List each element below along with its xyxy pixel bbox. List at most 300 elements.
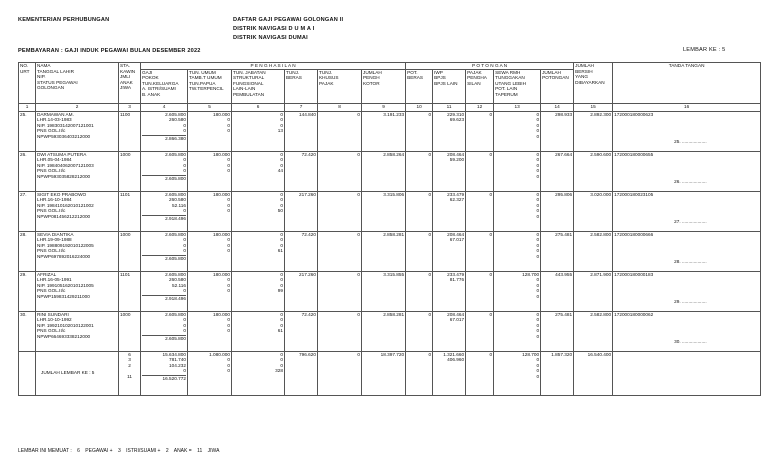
col-tun-jabatan-label: PEMBULATAN xyxy=(233,91,265,97)
total-tun-umum-value: 1.080.000 xyxy=(209,351,230,357)
signature-line: 30. ................... xyxy=(674,339,707,345)
row-nama xyxy=(36,231,119,271)
row-gaji xyxy=(141,311,188,351)
row-nama xyxy=(36,191,119,231)
tun-umum-value: 0 xyxy=(227,157,230,163)
sewa-value: 0 xyxy=(536,237,540,243)
total-jumlah-potongan: 1.857.320 xyxy=(541,351,574,395)
tun-jabatan-value: 0 xyxy=(280,202,283,208)
gaji-value: 0 xyxy=(183,162,186,168)
row-pajak: 0 xyxy=(466,151,494,191)
sewa-value: 0 xyxy=(536,191,540,197)
col-tun-beras-label: BERAS xyxy=(286,75,302,81)
row-jumlah-potongan: 443.955 xyxy=(541,271,574,311)
row-pajak: 0 xyxy=(466,111,494,151)
iwp-value: 67.017 xyxy=(449,237,465,243)
row-khusus: 0 xyxy=(318,111,362,151)
sewa-value: 0 xyxy=(536,151,540,157)
col-sta-label: KAWIN xyxy=(120,68,136,74)
row-iwp xyxy=(433,191,466,231)
total-sta-value: 2 xyxy=(128,362,131,368)
sewa-value: 0 xyxy=(536,208,540,214)
row-tun-jabatan xyxy=(232,311,285,351)
row-khusus: 0 xyxy=(318,191,362,231)
col-jumlah-bersih xyxy=(574,63,613,104)
sewa-value: 0 xyxy=(536,157,540,163)
gaji-value: 0 xyxy=(183,168,186,174)
tun-umum-value: 180.000 xyxy=(213,191,230,197)
employee-detail: NPWP593035828212000 xyxy=(37,173,91,179)
total-sewa-value: 0 xyxy=(536,357,540,363)
col-gaji-label: A. ISTRI/SUAMI xyxy=(142,86,176,92)
row-kotor: 2.858.281 xyxy=(362,231,406,271)
row-bersih: 2.871.900 xyxy=(574,271,613,311)
row-nama xyxy=(36,311,119,351)
row-iwp xyxy=(433,111,466,151)
row-pajak: 0 xyxy=(466,311,494,351)
tun-umum-value: 0 xyxy=(227,202,230,208)
gaji-value: 0 xyxy=(183,157,186,163)
sewa-value: 0 xyxy=(536,173,540,179)
col-tun-beras xyxy=(285,69,318,103)
row-pajak: 0 xyxy=(466,231,494,271)
col-nama-label: GOLONGAN xyxy=(37,85,65,91)
row-gaji xyxy=(141,111,188,151)
row-tun-jabatan xyxy=(232,111,285,151)
sewa-value: 0 xyxy=(536,128,540,134)
employee-detail: DARMAWAN AM. xyxy=(37,111,74,117)
row-khusus: 0 xyxy=(318,311,362,351)
total-khusus: 0 xyxy=(318,351,362,395)
row-tun-umum xyxy=(188,151,232,191)
row-beras: 217.260 xyxy=(285,191,318,231)
column-number: 16 xyxy=(613,103,761,111)
row-gaji xyxy=(141,151,188,191)
employee-detail: LHR.10-10-1992 xyxy=(37,317,72,323)
row-kotor: 2.858.264 xyxy=(362,151,406,191)
row-bersih: 3.020.000 xyxy=(574,191,613,231)
col-sewa xyxy=(494,69,541,103)
tun-umum-value: 0 xyxy=(227,128,230,134)
col-nama xyxy=(36,63,119,104)
tun-jabatan-value: 0 xyxy=(280,242,283,248)
gaji-total: 2.605.800 xyxy=(142,335,186,342)
col-sewa-label: TAPERUM xyxy=(495,91,518,97)
row-bersih: 2.590.600 xyxy=(574,151,613,191)
tun-umum-value: 0 xyxy=(227,288,230,294)
row-khusus: 0 xyxy=(318,151,362,191)
tun-umum-value: 0 xyxy=(227,237,230,243)
gaji-value: 260.580 xyxy=(169,277,186,283)
col-gaji xyxy=(141,69,188,103)
row-tanda-tangan xyxy=(613,111,761,151)
row-sewa xyxy=(494,111,541,151)
row-bersih: 2.892.300 xyxy=(574,111,613,151)
sewa-value: 128.700 xyxy=(522,271,540,277)
employee-detail: PNS GOL.II/c xyxy=(37,128,66,134)
tun-umum-value: 0 xyxy=(227,197,230,203)
employee-detail: NPWP081456212212000 xyxy=(37,213,91,219)
iwp-value: 229.310 xyxy=(447,111,465,117)
sewa-value: 0 xyxy=(536,133,540,139)
col-tun-umum xyxy=(188,69,232,103)
employee-detail: DWI ATSUMA PUTERA xyxy=(37,151,87,157)
row-iwp xyxy=(433,271,466,311)
sewa-value: 0 xyxy=(536,253,540,259)
gaji-total: 2.605.800 xyxy=(142,175,186,182)
col-kotor-label: PENGH xyxy=(363,75,380,81)
col-bersih-label: YANG xyxy=(575,74,589,80)
tun-umum-value: 180.000 xyxy=(213,311,230,317)
tun-umum-value: 0 xyxy=(227,277,230,283)
row-tun-umum xyxy=(188,111,232,151)
col-tun-khusus-label: TUNJ. xyxy=(319,69,333,75)
tun-umum-value: 0 xyxy=(227,317,230,323)
col-nama-label: NAMA xyxy=(37,63,51,68)
column-number: 13 xyxy=(494,103,541,111)
col-tun-jabatan-label: STRUKTURAL xyxy=(233,75,265,81)
col-bersih-label: JUMLAH xyxy=(575,63,594,68)
tun-umum-value: 0 xyxy=(227,248,230,254)
ministry-name: KEMENTERIAN PERHUBUNGAN xyxy=(18,17,110,23)
col-jumlah-potongan xyxy=(541,69,574,103)
sewa-value: 0 xyxy=(536,328,540,334)
footer-jiwa-label: JIWA xyxy=(207,448,220,454)
gaji-value: 52.116 xyxy=(172,202,186,208)
employee-detail: NPWP159831429211000 xyxy=(37,293,90,299)
row-tun-umum xyxy=(188,191,232,231)
column-number: 2 xyxy=(36,103,119,111)
employee-detail: LHR.19-09-1988 xyxy=(37,237,72,243)
employee-detail: PNS GOL.II/c xyxy=(37,288,66,294)
gaji-value: 2.605.800 xyxy=(165,271,186,277)
col-kotor-label: KOTOR xyxy=(363,80,380,86)
column-number: 6 xyxy=(232,103,285,111)
gaji-value: 0 xyxy=(183,128,186,134)
column-number: 9 xyxy=(362,103,406,111)
col-gaji-label: TUN.KELUARGA xyxy=(142,80,179,86)
col-tun-umum-label: TUN. UMUM xyxy=(189,69,216,75)
sewa-value: 0 xyxy=(536,213,540,219)
sewa-value: 0 xyxy=(536,288,540,294)
row-tun-jabatan xyxy=(232,231,285,271)
total-sta-value: 11 xyxy=(127,373,132,379)
footer-summary xyxy=(18,448,223,454)
col-iwp-label: BPJS LAIN xyxy=(434,80,458,86)
row-no: 27. xyxy=(19,191,36,231)
col-nama-label: TANGGAL LAHIR xyxy=(37,68,74,74)
row-tanda-tangan xyxy=(613,311,761,351)
employee-detail: NIP. 199105162010121005 xyxy=(37,282,94,288)
tun-umum-value: 0 xyxy=(227,322,230,328)
total-kotor: 18.397.720 xyxy=(362,351,406,395)
payroll-table xyxy=(18,62,761,396)
row-tun-umum xyxy=(188,271,232,311)
employee-detail: PNS GOL.II/c xyxy=(37,328,66,334)
row-sta: 1000 xyxy=(119,151,141,191)
row-pot-beras: 0 xyxy=(406,311,433,351)
footer-label: LEMBAR INI MEMUAT : xyxy=(18,448,72,454)
employee-detail: LHR.14-03-1983 xyxy=(37,117,72,123)
row-khusus: 0 xyxy=(318,271,362,311)
col-potongan-label: POTONGAN xyxy=(542,75,569,81)
signature-code: 172000180000655 xyxy=(614,151,654,157)
col-gaji-label: POKOK xyxy=(142,75,159,81)
gaji-value: 0 xyxy=(183,208,186,214)
row-iwp xyxy=(433,151,466,191)
row-no: 28. xyxy=(19,231,36,271)
total-iwp-value: 406.960 xyxy=(447,357,465,363)
gaji-value: 0 xyxy=(183,317,186,323)
row-tanda-tangan xyxy=(613,151,761,191)
row-kotor: 2.858.281 xyxy=(362,311,406,351)
tun-jabatan-value: 0 xyxy=(280,197,283,203)
row-sta: 1000 xyxy=(119,311,141,351)
gaji-value: 260.580 xyxy=(169,117,186,123)
col-tun-jabatan xyxy=(232,69,285,103)
row-sewa xyxy=(494,231,541,271)
row-jumlah-potongan: 275.481 xyxy=(541,231,574,271)
group-potongan: P O T O N G A N xyxy=(406,63,574,70)
row-beras: 72.420 xyxy=(285,311,318,351)
col-tun-khusus xyxy=(318,69,362,103)
signature-code: 172000180000062 xyxy=(614,311,654,317)
total-sta-value: 6 xyxy=(128,351,131,357)
row-pot-beras: 0 xyxy=(406,151,433,191)
employee-detail: NIP. 198809192010122005 xyxy=(37,242,94,248)
row-sta: 1000 xyxy=(119,231,141,271)
footer-pegawai-count: 6 xyxy=(77,448,80,454)
col-pajak-label: PAJAK xyxy=(467,69,482,75)
col-gaji-label: B. ANAK xyxy=(142,91,161,97)
col-tun-beras-label: TUNJ. xyxy=(286,69,300,75)
row-sewa xyxy=(494,151,541,191)
total-tun-umum xyxy=(188,351,232,395)
tun-jabatan-value: 0 xyxy=(280,271,283,277)
row-bersih: 2.582.800 xyxy=(574,311,613,351)
row-beras: 72.420 xyxy=(285,231,318,271)
row-jumlah-potongan: 267.664 xyxy=(541,151,574,191)
col-tun-jabatan-label: LAIN-LAIN xyxy=(233,86,256,92)
iwp-value: 233.479 xyxy=(447,191,465,197)
row-jumlah-potongan: 298.933 xyxy=(541,111,574,151)
table-row xyxy=(19,191,761,231)
sewa-value: 0 xyxy=(536,248,540,254)
col-tun-umum-label: TAMB.T UMUM xyxy=(189,75,222,81)
footer-istri-label: ISTRI/SUAMI + xyxy=(126,448,161,454)
col-pajak xyxy=(466,69,494,103)
row-pot-beras: 0 xyxy=(406,111,433,151)
tun-jabatan-value: 0 xyxy=(280,151,283,157)
row-tanda-tangan xyxy=(613,271,761,311)
tun-jabatan-value: 50 xyxy=(277,208,283,214)
col-tun-umum-label: TW.TERPENCIL xyxy=(189,86,224,92)
col-sewa-label: TUNGGAKAN xyxy=(495,75,525,81)
tun-jabatan-value: 61 xyxy=(277,328,283,334)
tun-jabatan-value: 0 xyxy=(280,237,283,243)
column-number: 5 xyxy=(188,103,232,111)
row-beras: 72.420 xyxy=(285,151,318,191)
total-tun-umum-value: 0 xyxy=(227,362,230,368)
tun-umum-value: 0 xyxy=(227,168,230,174)
signature-line: 28. ................... xyxy=(674,259,707,265)
row-pot-beras: 0 xyxy=(406,191,433,231)
gaji-total: 2.918.496 xyxy=(142,295,186,302)
col-tun-umum-label: TUN.PAPUA xyxy=(189,80,216,86)
iwp-value: 62.327 xyxy=(449,197,465,203)
row-tun-jabatan xyxy=(232,151,285,191)
row-no: 25. xyxy=(19,111,36,151)
column-number: 1 xyxy=(19,103,36,111)
gaji-value: 0 xyxy=(183,237,186,243)
row-sewa xyxy=(494,191,541,231)
footer-istri-count: 3 xyxy=(117,448,121,454)
total-sewa xyxy=(494,351,541,395)
gaji-value: 0 xyxy=(183,122,186,128)
col-pajak-label: PENGHA xyxy=(467,75,487,81)
column-number: 4 xyxy=(141,103,188,111)
iwp-value: 208.464 xyxy=(447,231,465,237)
total-gaji-value: 781.740 xyxy=(169,357,186,363)
row-sta: 1100 xyxy=(119,111,141,151)
tun-jabatan-value: 0 xyxy=(280,117,283,123)
sewa-value: 0 xyxy=(536,282,540,288)
row-jumlah-potongan: 275.481 xyxy=(541,311,574,351)
employee-detail: NPWP593036403212000 xyxy=(37,133,91,139)
iwp-value: 59.200 xyxy=(449,157,465,163)
col-potongan-label: JUMLAH xyxy=(542,69,561,75)
col-bersih-label: DIBAYARKAN xyxy=(575,79,605,85)
col-nama-label: STATUS PEGAWAI xyxy=(37,79,78,85)
col-sta-label: ANAK xyxy=(120,79,133,85)
sewa-value: 0 xyxy=(536,242,540,248)
gaji-value: 2.605.800 xyxy=(165,111,186,117)
col-sewa-label: UTANG LEBIH xyxy=(495,80,526,86)
col-sta-label: STA. xyxy=(120,63,131,68)
total-sewa-value: 0 xyxy=(536,362,540,368)
table-row xyxy=(19,311,761,351)
col-pajak-label: SILAN xyxy=(467,80,481,86)
table-row xyxy=(19,231,761,271)
tun-umum-value: 180.000 xyxy=(213,271,230,277)
gaji-value: 0 xyxy=(183,328,186,334)
row-gaji xyxy=(141,191,188,231)
col-jumlah-kotor xyxy=(362,69,406,103)
tun-umum-value: 180.000 xyxy=(213,151,230,157)
total-beras: 796.620 xyxy=(285,351,318,395)
total-sewa-value: 0 xyxy=(536,368,540,374)
col-iwp-label: BPJS xyxy=(434,75,446,81)
sewa-value: 0 xyxy=(536,122,540,128)
row-pot-beras: 0 xyxy=(406,271,433,311)
gaji-value: 0 xyxy=(183,288,186,294)
col-pot-beras xyxy=(406,69,433,103)
sewa-value: 0 xyxy=(536,231,540,237)
tun-umum-value: 0 xyxy=(227,242,230,248)
row-sta: 1101 xyxy=(119,191,141,231)
total-tun-jabatan-value: 0 xyxy=(280,357,283,363)
total-tun-umum-value: 0 xyxy=(227,357,230,363)
tun-jabatan-value: 0 xyxy=(280,191,283,197)
col-pot-beras-label: POT. xyxy=(407,69,418,75)
row-pajak: 0 xyxy=(466,191,494,231)
sewa-value: 0 xyxy=(536,293,540,299)
row-sta: 1101 xyxy=(119,271,141,311)
col-tun-jabatan-label: TUN. JABATAN xyxy=(233,69,266,75)
signature-code: 172000180000666 xyxy=(614,231,654,237)
tun-jabatan-value: 99 xyxy=(277,288,283,294)
employee-detail: SEVIA DIANTIKA xyxy=(37,231,74,237)
iwp-value: 81.776 xyxy=(449,277,465,283)
tun-jabatan-value: 61 xyxy=(277,248,283,254)
gaji-value: 2.605.800 xyxy=(165,191,186,197)
district-title: DISTRIK NAVIGASI D U M A I xyxy=(233,26,315,32)
col-tanda-tangan: TANDA TANGAN xyxy=(613,63,761,104)
col-pot-beras-label: BERAS xyxy=(407,75,423,81)
total-pot-beras: 0 xyxy=(406,351,433,395)
tun-jabatan-value: 0 xyxy=(280,122,283,128)
employee-detail: NIP. 198303142007121001 xyxy=(37,122,94,128)
signature-code: 172000180023105 xyxy=(614,191,654,197)
employee-detail: NIP. 199210102010122001 xyxy=(37,322,94,328)
row-kotor: 3.315.855 xyxy=(362,271,406,311)
col-tun-jabatan-label: FUNGSIONAL xyxy=(233,80,264,86)
column-number: 10 xyxy=(406,103,433,111)
col-kotor-label: JUMLAH xyxy=(363,69,382,75)
row-tun-jabatan xyxy=(232,191,285,231)
total-label: JUMLAH LEMBAR KE : 5 xyxy=(36,351,119,395)
employee-detail: AFRIZAL xyxy=(37,271,57,277)
employee-detail: PNS GOL.II/c xyxy=(37,208,66,214)
table-row xyxy=(19,151,761,191)
row-khusus: 0 xyxy=(318,231,362,271)
col-tun-khusus-label: PAJAK xyxy=(319,80,334,86)
sewa-value: 0 xyxy=(536,311,540,317)
document-title: DAFTAR GAJI PEGAWAI GOLONGAN II xyxy=(233,17,344,23)
iwp-value: 208.464 xyxy=(447,311,465,317)
footer-pegawai-label: PEGAWAI + xyxy=(85,448,113,454)
sewa-value: 0 xyxy=(536,202,540,208)
sewa-value: 0 xyxy=(536,277,540,283)
col-gaji-label: GAJI xyxy=(142,69,153,75)
row-kotor: 3.191.233 xyxy=(362,111,406,151)
total-sta xyxy=(119,351,141,395)
sewa-value: 0 xyxy=(536,117,540,123)
total-tun-jabatan-value: 0 xyxy=(280,362,283,368)
footer-jiwa-count: 11 xyxy=(197,448,203,454)
employee-detail: NIP. 198410162010121002 xyxy=(37,202,94,208)
row-iwp xyxy=(433,311,466,351)
col-no-label: NO. xyxy=(20,63,29,68)
row-pajak: 0 xyxy=(466,271,494,311)
row-no: 30. xyxy=(19,311,36,351)
row-sewa xyxy=(494,271,541,311)
column-number: 11 xyxy=(433,103,466,111)
tun-umum-value: 180.000 xyxy=(213,111,230,117)
signature-line: 25. ................... xyxy=(674,139,707,145)
tun-jabatan-value: 0 xyxy=(280,311,283,317)
column-number: 12 xyxy=(466,103,494,111)
row-beras: 144.840 xyxy=(285,111,318,151)
tun-jabatan-value: 0 xyxy=(280,157,283,163)
footer-anak-label: ANAK = xyxy=(173,448,192,454)
sewa-value: 0 xyxy=(536,322,540,328)
tun-umum-value: 0 xyxy=(227,282,230,288)
employee-detail: LHR.16-05-1991 xyxy=(37,277,72,283)
employee-detail: NIP. 198404062007121003 xyxy=(37,162,94,168)
tun-umum-value: 0 xyxy=(227,162,230,168)
row-jumlah-potongan: 295.806 xyxy=(541,191,574,231)
